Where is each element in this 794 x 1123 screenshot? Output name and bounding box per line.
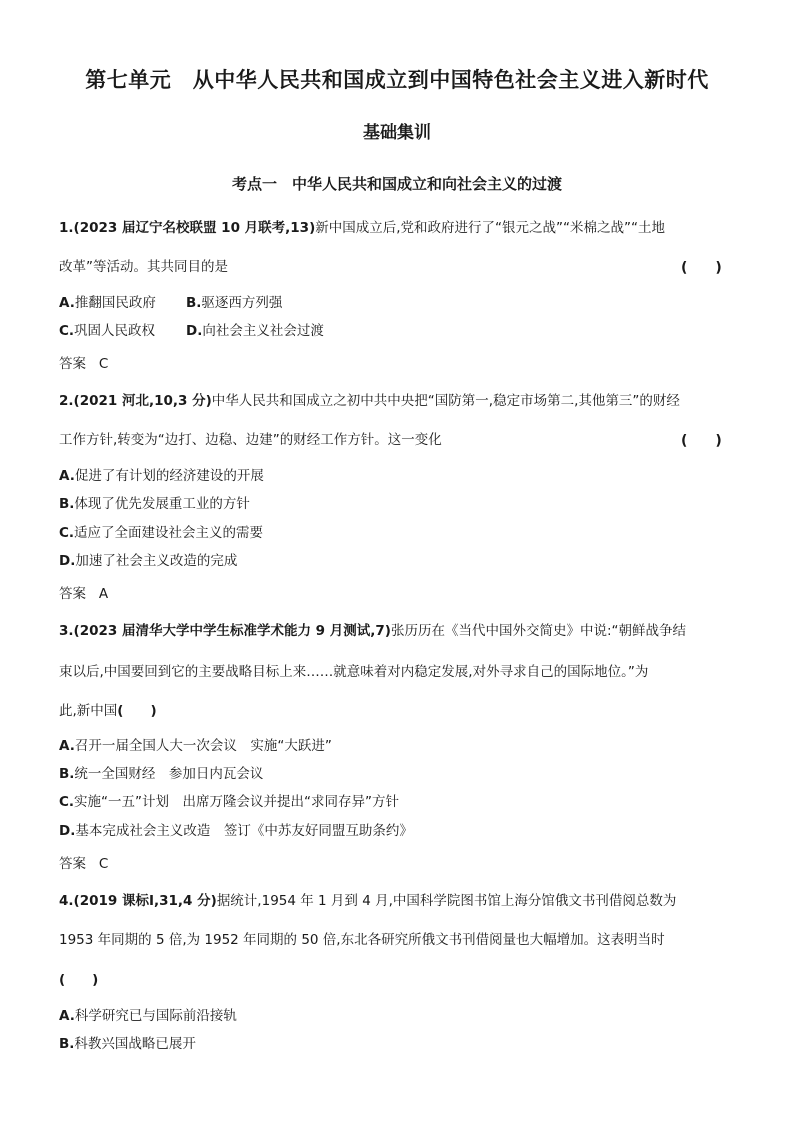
question-3-line-2: 束以后,中国要回到它的主要战略目标上来……就意味着对内稳定发展,对外寻求自己的国际地位。”为 bbox=[59, 664, 649, 680]
question-number: 4. bbox=[59, 893, 74, 909]
question-4-line-1 bbox=[59, 891, 676, 911]
question-4-line-2: 1953 年同期的 5 倍,为 1952 年同期的 50 倍,东北各研究所俄文书刊借阅量也大幅增加。这表明当时 bbox=[59, 932, 665, 948]
option-a: A.召开一届全国人大一次会议 实施“大跃进” bbox=[59, 738, 332, 754]
answer-blank: ( ) bbox=[681, 433, 722, 449]
question-1-line-1 bbox=[59, 218, 665, 238]
answer-blank: ( ) bbox=[59, 972, 99, 988]
question-stem: 张历历在《当代中国外交简史》中说:“朝鲜战争结 bbox=[390, 623, 687, 639]
answer-line: 答案 A bbox=[59, 586, 109, 602]
option-a: A.科学研究已与国际前沿接轨 bbox=[59, 1008, 237, 1024]
question-3-line-3: 此,新中国( ) bbox=[59, 703, 157, 719]
option-b: B.驱逐西方列强 bbox=[186, 295, 283, 311]
answer-value: A bbox=[98, 586, 109, 602]
question-2-line-2: 工作方针,转变为“边打、边稳、边建”的财经工作方针。这一变化 bbox=[59, 432, 442, 448]
question-stem: 中华人民共和国成立之初中共中央把“国防第一,稳定市场第二,其他第三”的财经 bbox=[211, 393, 680, 409]
option-a: A.促进了有计划的经济建设的开展 bbox=[59, 468, 264, 484]
option-d: D.向社会主义社会过渡 bbox=[186, 323, 324, 339]
question-source: (2021 河北,10,3 分) bbox=[73, 393, 212, 409]
option-c: C.实施“一五”计划 出席万隆会议并提出“求同存异”方针 bbox=[59, 794, 400, 810]
answer-value: C bbox=[98, 356, 109, 372]
question-source: (2019 课标Ⅰ,31,4 分) bbox=[73, 893, 217, 909]
answer-line: 答案 C bbox=[59, 356, 109, 372]
option-d: D.基本完成社会主义改造 签订《中苏友好同盟互助条约》 bbox=[59, 823, 413, 839]
sub-title: 基础集训 bbox=[363, 123, 431, 143]
question-stem: 新中国成立后,党和政府进行了“银元之战”“米棉之战”“土地 bbox=[315, 220, 666, 236]
question-2-line-1 bbox=[59, 391, 680, 411]
question-1-line-2: 改革”等活动。其共同目的是 bbox=[59, 259, 228, 275]
question-number: 3. bbox=[59, 623, 74, 639]
question-stem: 据统计,1954 年 1 月到 4 月,中国科学院图书馆上海分馆俄文书刊借阅总数为 bbox=[216, 893, 677, 909]
answer-line: 答案 C bbox=[59, 856, 109, 872]
question-source: (2023 届辽宁名校联盟 10 月联考,13) bbox=[73, 220, 316, 236]
question-3-line-1 bbox=[59, 621, 686, 641]
option-c: C.适应了全面建设社会主义的需要 bbox=[59, 525, 264, 541]
answer-value: C bbox=[98, 856, 109, 872]
option-c: C.巩固人民政权 bbox=[59, 323, 156, 339]
question-source: (2023 届清华大学中学生标准学术能力 9 月测试,7) bbox=[73, 623, 391, 639]
answer-blank: ( ) bbox=[681, 260, 722, 276]
option-b: B.统一全国财经 参加日内瓦会议 bbox=[59, 766, 264, 782]
unit-title: 第七单元 从中华人民共和国成立到中国特色社会主义进入新时代 bbox=[85, 68, 709, 92]
option-b: B.体现了优先发展重工业的方针 bbox=[59, 496, 250, 512]
question-number: 2. bbox=[59, 393, 74, 409]
section-title: 考点一 中华人民共和国成立和向社会主义的过渡 bbox=[231, 175, 562, 193]
option-b: B.科教兴国战略已展开 bbox=[59, 1036, 196, 1052]
option-d: D.加速了社会主义改造的完成 bbox=[59, 553, 238, 569]
answer-blank: ( ) bbox=[117, 703, 157, 719]
question-number: 1. bbox=[59, 220, 74, 236]
option-a: A.推翻国民政府 bbox=[59, 295, 156, 311]
